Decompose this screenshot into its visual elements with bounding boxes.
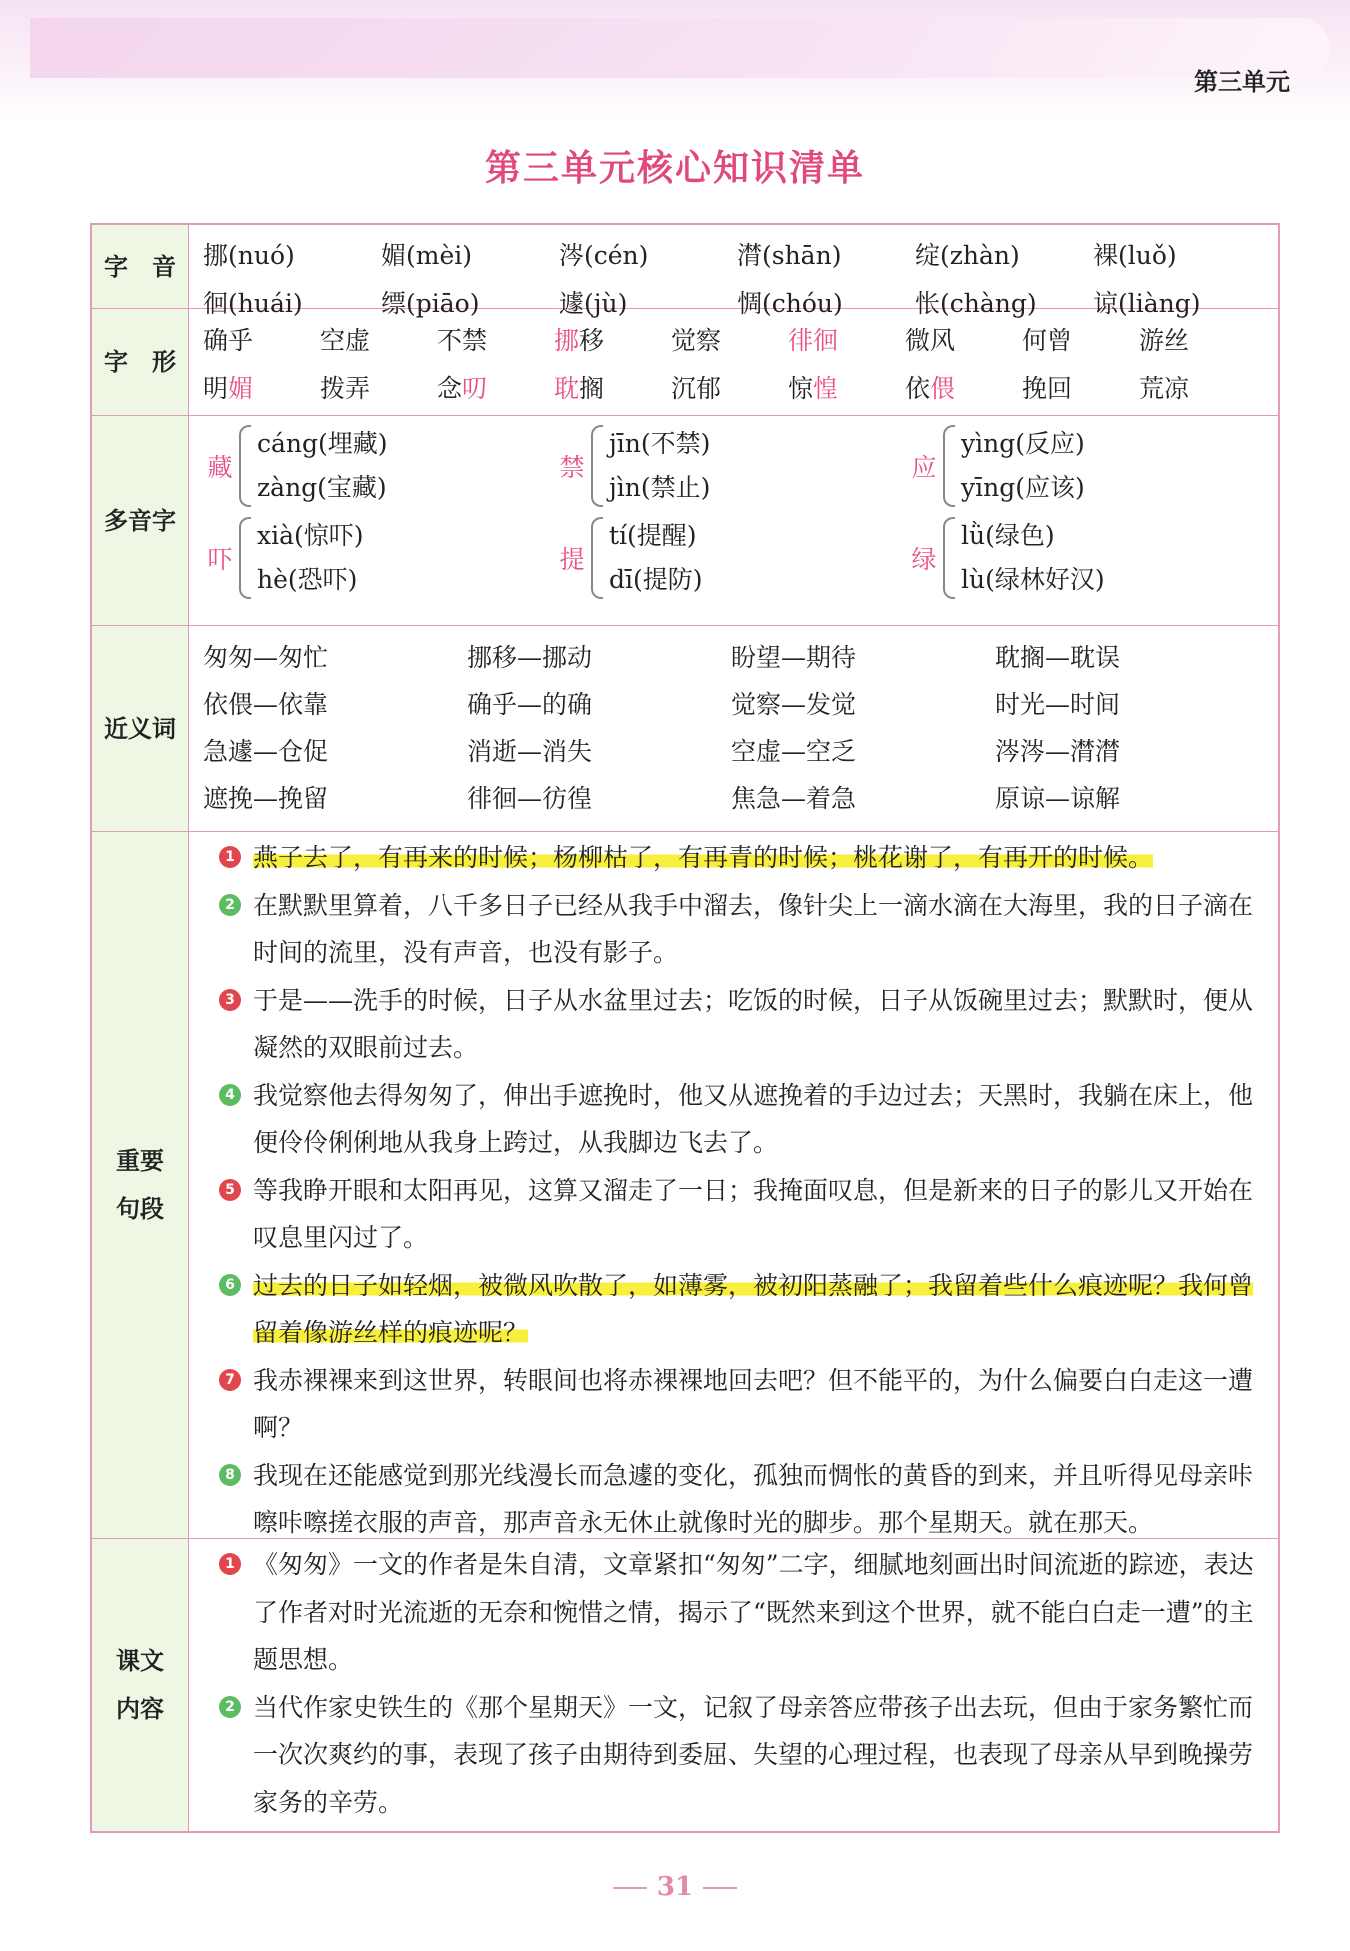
polyphone-char: 禁 [559, 453, 585, 482]
pronunciation-item: 谅(liàng) [1093, 289, 1201, 318]
item-text-content: 我现在还能感觉到那光线漫长而急遽的变化，孤独而惆怅的黄昏的到来，并且听得见母亲咔嚓咔嚓搓衣服的声音，那声音永无休止就像时光的脚步。那个星期天。就在那天。 [253, 1460, 1254, 1537]
brace-icon [591, 425, 603, 507]
pronunciation-item: 涔(cén) [559, 241, 649, 270]
polyphone-item [553, 514, 905, 602]
row-label: 近义词 [92, 626, 189, 831]
item-text [253, 1262, 1268, 1357]
polyphone-item [201, 422, 553, 510]
page-number-dash [703, 1887, 737, 1889]
glyph-char: 明 [203, 374, 229, 403]
brace-icon [943, 517, 955, 599]
header-decoration [30, 18, 1330, 78]
item-text [253, 834, 1268, 882]
synonym-pair: 消逝—消失 [467, 737, 593, 766]
polyphone-readings [257, 514, 364, 602]
glyph-word [437, 317, 554, 365]
row-label [92, 832, 189, 1538]
glyph-word [320, 365, 437, 413]
polyphone-reading: lǜ(绿色) [961, 521, 1055, 550]
glyph-word [905, 317, 1022, 365]
number-badge: 8 [219, 1464, 241, 1486]
glyph-word [1139, 317, 1256, 365]
item-text [253, 1167, 1268, 1262]
number-badge: 3 [219, 989, 241, 1011]
number-badge: 4 [219, 1084, 241, 1106]
glyph-char: 确乎 [203, 326, 254, 355]
glyph-word [1022, 317, 1139, 365]
row-polyphones [92, 416, 1278, 626]
number-badge: 1 [219, 1553, 241, 1575]
item-text-content: 我觉察他去得匆匆了，伸出手遮挽时，他又从遮挽着的手边过去；天黑时，我躺在床上，他便伶伶俐俐地从我身上跨过，从我脚边飞去了。 [253, 1080, 1254, 1157]
synonym-pair: 确乎—的确 [467, 690, 593, 719]
brace-icon [943, 425, 955, 507]
number-badge: 7 [219, 1369, 241, 1391]
polyphone-reading: xià(惊吓) [257, 521, 364, 550]
glyph-word [554, 317, 671, 365]
pronunciation-item: 挪(nuó) [203, 241, 295, 270]
polyphone-reading: hè(恐吓) [257, 565, 358, 594]
glyph-word [671, 365, 788, 413]
item-text-content: 在默默里算着，八千多日子已经从我手中溜去，像针尖上一滴水滴在大海里，我的日子滴在时间的流里，没有声音，也没有影子。 [253, 890, 1254, 967]
numbered-item [219, 1072, 1268, 1167]
numbered-item [219, 834, 1268, 882]
numbered-item [219, 1684, 1268, 1827]
row-glyph [92, 309, 1278, 416]
numbered-item [219, 1452, 1268, 1547]
pronunciation-item: 媚(mèi) [381, 241, 473, 270]
brace-icon [239, 517, 251, 599]
polyphone-reading: jīn(不禁) [609, 429, 711, 458]
row-label-line: 句段 [116, 1195, 164, 1223]
pronunciation-item: 遽(jù) [559, 289, 628, 318]
glyph-char: 荒凉 [1139, 374, 1190, 403]
polyphone-reading: yìng(反应) [961, 429, 1085, 458]
item-text [253, 1072, 1268, 1167]
glyph-key-char: 叨 [462, 374, 488, 403]
pronunciation-item: 缥(piāo) [381, 289, 480, 318]
numbered-item [219, 1541, 1268, 1684]
synonym-pair: 焦急—着急 [731, 784, 857, 813]
number-badge: 1 [219, 846, 241, 868]
row-content [92, 1539, 1278, 1831]
glyph-char: 不禁 [437, 326, 488, 355]
polyphone-reading: dī(提防) [609, 565, 703, 594]
polyphone-item [553, 422, 905, 510]
glyph-char: 沉郁 [671, 374, 722, 403]
glyph-char: 微风 [905, 326, 956, 355]
item-text [253, 882, 1268, 977]
page-title: 第三单元核心知识清单 [484, 148, 865, 189]
polyphone-readings [257, 422, 388, 510]
glyph-key-char: 徘徊 [788, 326, 839, 355]
glyph-key-char: 耽 [554, 374, 580, 403]
polyphone-reading: cáng(埋藏) [257, 429, 388, 458]
item-text-content: 当代作家史铁生的《那个星期天》一文，记叙了母亲答应带孩子出去玩，但由于家务繁忙而一次次爽约的事，表现了孩子由期待到委屈、失望的心理过程，也表现了母亲从早到晚操劳家务的辛劳。 [253, 1692, 1254, 1817]
glyph-char: 空虚 [320, 326, 371, 355]
pronunciation-item: 惆(chóu) [737, 289, 843, 318]
glyph-char: 拨弄 [320, 374, 371, 403]
brace-icon [591, 517, 603, 599]
synonym-grid [189, 626, 1278, 830]
glyph-char: 搁 [579, 374, 605, 403]
polyphone-char: 藏 [207, 453, 233, 482]
item-text [253, 1357, 1268, 1452]
glyph-char: 念 [437, 374, 463, 403]
polyphone-char: 应 [911, 453, 937, 482]
synonym-pair: 觉察—发觉 [731, 690, 857, 719]
glyph-char: 惊 [788, 374, 814, 403]
row-label [92, 1539, 189, 1831]
glyph-key-char: 挪 [554, 326, 580, 355]
glyph-key-char: 偎 [930, 374, 956, 403]
pronunciation-item: 潸(shān) [737, 241, 842, 270]
glyph-word [437, 365, 554, 413]
brace-icon [239, 425, 251, 507]
glyph-word [554, 365, 671, 413]
pronunciation-item: 绽(zhàn) [915, 241, 1020, 270]
glyph-char: 觉察 [671, 326, 722, 355]
synonym-pair: 原谅—谅解 [995, 784, 1121, 813]
polyphone-reading: jìn(禁止) [609, 473, 711, 502]
glyph-char: 游丝 [1139, 326, 1190, 355]
synonym-pair: 挪移—挪动 [467, 643, 593, 672]
glyph-char: 挽回 [1022, 374, 1073, 403]
glyph-word [320, 317, 437, 365]
item-text [253, 1684, 1268, 1827]
synonym-pair: 急遽—仓促 [203, 737, 329, 766]
row-label-line: 课文 [116, 1647, 164, 1675]
item-text-content: 等我睁开眼和太阳再见，这算又溜走了一日；我掩面叹息，但是新来的日子的影儿又开始在叹息里闪过了。 [253, 1175, 1254, 1252]
item-text [253, 1452, 1268, 1547]
synonym-pair: 耽搁—耽误 [995, 643, 1121, 672]
synonym-pair: 涔涔—潸潸 [995, 737, 1121, 766]
synonym-pair: 匆匆—匆忙 [203, 643, 329, 672]
glyph-word [905, 365, 1022, 413]
polyphone-item [201, 514, 553, 602]
numbered-item [219, 1357, 1268, 1452]
polyphone-char: 提 [559, 545, 585, 574]
polyphone-readings [609, 422, 710, 510]
key-sentence-list [189, 832, 1278, 1549]
row-label-line: 重要 [116, 1147, 164, 1175]
knowledge-table [90, 223, 1280, 1833]
synonym-pair: 盼望—期待 [731, 643, 857, 672]
synonym-pair: 时光—时间 [995, 690, 1121, 719]
row-label: 字 音 [92, 225, 189, 308]
highlighted-text: 燕子去了，有再来的时候；杨柳枯了，有再青的时候；桃花谢了，有再开的时候。 [253, 843, 1154, 872]
polyphone-readings [961, 514, 1105, 602]
glyph-char: 移 [579, 326, 605, 355]
polyphone-readings [961, 422, 1085, 510]
pronunciation-item: 徊(huái) [203, 289, 303, 318]
polyphone-readings [609, 514, 703, 602]
glyph-word [788, 365, 905, 413]
polyphone-char: 绿 [911, 545, 937, 574]
polyphone-reading: zàng(宝藏) [257, 473, 387, 502]
glyph-char: 何曾 [1022, 326, 1073, 355]
content-summary-list [189, 1539, 1278, 1828]
polyphone-reading: lù(绿林好汉) [961, 565, 1105, 594]
polyphone-char: 吓 [207, 545, 233, 574]
polyphone-reading: yīng(应该) [961, 473, 1085, 502]
glyph-word [203, 317, 320, 365]
item-text [253, 1541, 1268, 1684]
glyph-word [1022, 365, 1139, 413]
page-number [0, 1872, 1350, 1902]
glyph-grid [189, 309, 1278, 421]
number-badge: 5 [219, 1179, 241, 1201]
row-label: 字 形 [92, 309, 189, 415]
glyph-key-char: 媚 [228, 374, 254, 403]
synonym-pair: 徘徊—彷徨 [467, 784, 593, 813]
glyph-word [203, 365, 320, 413]
numbered-item [219, 977, 1268, 1072]
number-badge: 6 [219, 1274, 241, 1296]
highlighted-text: 过去的日子如轻烟，被微风吹散了，如薄雾，被初阳蒸融了；我留着些什么痕迹呢？我何曾留着像游丝样的痕迹呢？ [253, 1270, 1254, 1347]
page-number-dash [613, 1887, 647, 1889]
row-key-sentences [92, 832, 1278, 1539]
glyph-word [671, 317, 788, 365]
item-text-content: 我赤裸裸来到这世界，转眼间也将赤裸裸地回去吧？但不能平的，为什么偏要白白走这一遭啊？ [253, 1365, 1254, 1442]
numbered-item [219, 1167, 1268, 1262]
numbered-item [219, 882, 1268, 977]
unit-label: 第三单元 [1194, 68, 1290, 96]
page-number-text: 31 [656, 1872, 694, 1902]
item-text [253, 977, 1268, 1072]
row-synonyms [92, 626, 1278, 832]
glyph-char: 依 [905, 374, 931, 403]
row-label: 多音字 [92, 416, 189, 625]
polyphone-grid [189, 416, 1278, 608]
row-label-line: 内容 [116, 1695, 164, 1723]
numbered-item [219, 1262, 1268, 1357]
number-badge: 2 [219, 1696, 241, 1718]
row-pronunciation [92, 225, 1278, 318]
number-badge: 2 [219, 894, 241, 916]
pronunciation-item: 裸(luǒ) [1093, 241, 1177, 270]
glyph-word [788, 317, 905, 365]
polyphone-item [905, 422, 1257, 510]
item-text-content: 《匆匆》一文的作者是朱自清，文章紧扣“匆匆”二字，细腻地刻画出时间流逝的踪迹，表达了作者对时光流逝的无奈和惋惜之情，揭示了“既然来到这个世界，就不能白白走一遭”的主题思想。 [253, 1550, 1254, 1674]
pronunciation-item: 怅(chàng) [915, 289, 1037, 318]
polyphone-item [905, 514, 1257, 602]
item-text-content: 于是——洗手的时候，日子从水盆里过去；吃饭的时候，日子从饭碗里过去；默默时，便从凝然的双眼前过去。 [253, 985, 1254, 1062]
glyph-word [1139, 365, 1256, 413]
synonym-pair: 遮挽—挽留 [203, 784, 329, 813]
synonym-pair: 依偎—依靠 [203, 690, 329, 719]
synonym-pair: 空虚—空乏 [731, 737, 857, 766]
polyphone-reading: tí(提醒) [609, 521, 697, 550]
glyph-key-char: 惶 [813, 374, 839, 403]
